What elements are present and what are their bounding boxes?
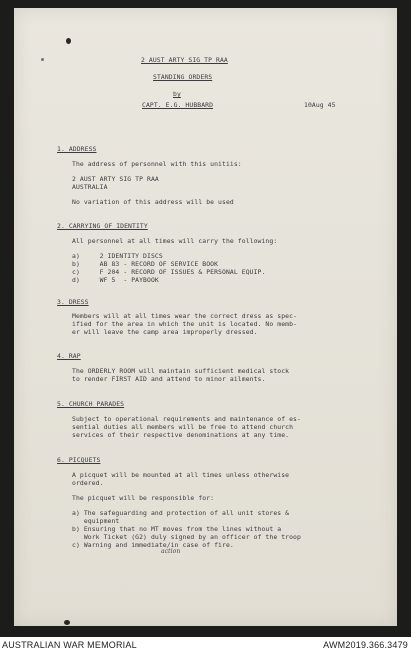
unit-title: 2 AUST ARTY SIG TP RAA <box>141 56 228 64</box>
list-item: Work Ticket (G2) duly signed by an officer of the troop <box>72 533 301 541</box>
list-item: equipment <box>72 517 120 525</box>
list-item: a) 2 IDENTITY DISCS <box>72 252 163 260</box>
handwritten-note: action <box>161 548 181 555</box>
section-heading-rap: 4. RAP <box>57 352 81 360</box>
footer-bar <box>0 637 411 653</box>
date: 10Aug 45 <box>304 101 336 109</box>
section-text: er will leave the camp area improperly dressed. <box>72 328 258 336</box>
section-heading-carrying-of-identity: 2. CARRYING OF IDENTITY <box>57 222 148 230</box>
list-item: b) Ensuring that no MT moves from the lines without a <box>72 525 282 533</box>
list-item: d) WF 5 - PAYBOOK <box>72 276 159 284</box>
section-text: No variation of this address will be used <box>72 198 234 206</box>
punch-hole-mark <box>41 58 44 61</box>
section-text: to render FIRST AID and attend to minor ailments. <box>72 375 266 383</box>
section-text: sential duties all members will be free to attend church <box>72 423 294 431</box>
section-heading-dress: 3. DRESS <box>57 298 89 306</box>
footer-accession-number: AWM2019.366.3479 <box>323 640 408 650</box>
section-text: ordered. <box>72 479 104 487</box>
list-item: a) The safeguarding and protection of all unit stores & <box>72 509 290 517</box>
document-page <box>14 8 397 626</box>
section-heading-address: 1. ADDRESS <box>57 145 97 153</box>
section-text: services of their respective denominations at any time. <box>72 431 290 439</box>
list-item: b) AB 83 - RECORD OF SERVICE BOOK <box>72 260 219 268</box>
section-text: Subject to operational requirements and maintenance of es- <box>72 415 301 423</box>
section-text: The picquet will be responsible for: <box>72 494 215 502</box>
list-item: c) F 204 - RECORD OF ISSUES & PERSONAL EQUIP. <box>72 268 266 276</box>
section-text: AUSTRALIA <box>72 183 108 191</box>
punch-hole <box>64 620 70 625</box>
footer-institution: AUSTRALIAN WAR MEMORIAL <box>2 640 137 650</box>
section-heading-church-parades: 5. CHURCH PARADES <box>57 400 125 408</box>
section-heading-picquets: 6. PICQUETS <box>57 456 101 464</box>
doc-title: STANDING ORDERS <box>153 73 213 81</box>
author: CAPT. E.G. HUBBARD <box>142 101 214 109</box>
section-text: 2 AUST ARTY SIG TP RAA <box>72 175 159 183</box>
section-text: All personnel at all times will carry the following: <box>72 237 278 245</box>
section-text: Members will at all times wear the correct dress as spec- <box>72 312 298 320</box>
section-text: A picquet will be mounted at all times unless otherwise <box>72 471 290 479</box>
section-text: The ORDERLY ROOM will maintain sufficient medical stock <box>72 367 290 375</box>
by-line: by <box>173 90 181 98</box>
section-text: ified for the area in which the unit is located. No memb- <box>72 320 298 328</box>
punch-hole <box>66 38 71 44</box>
list-item: c) Warning and immediate/in case of fire. <box>72 541 234 549</box>
section-text: The address of personnel with this unitiis: <box>72 160 242 168</box>
